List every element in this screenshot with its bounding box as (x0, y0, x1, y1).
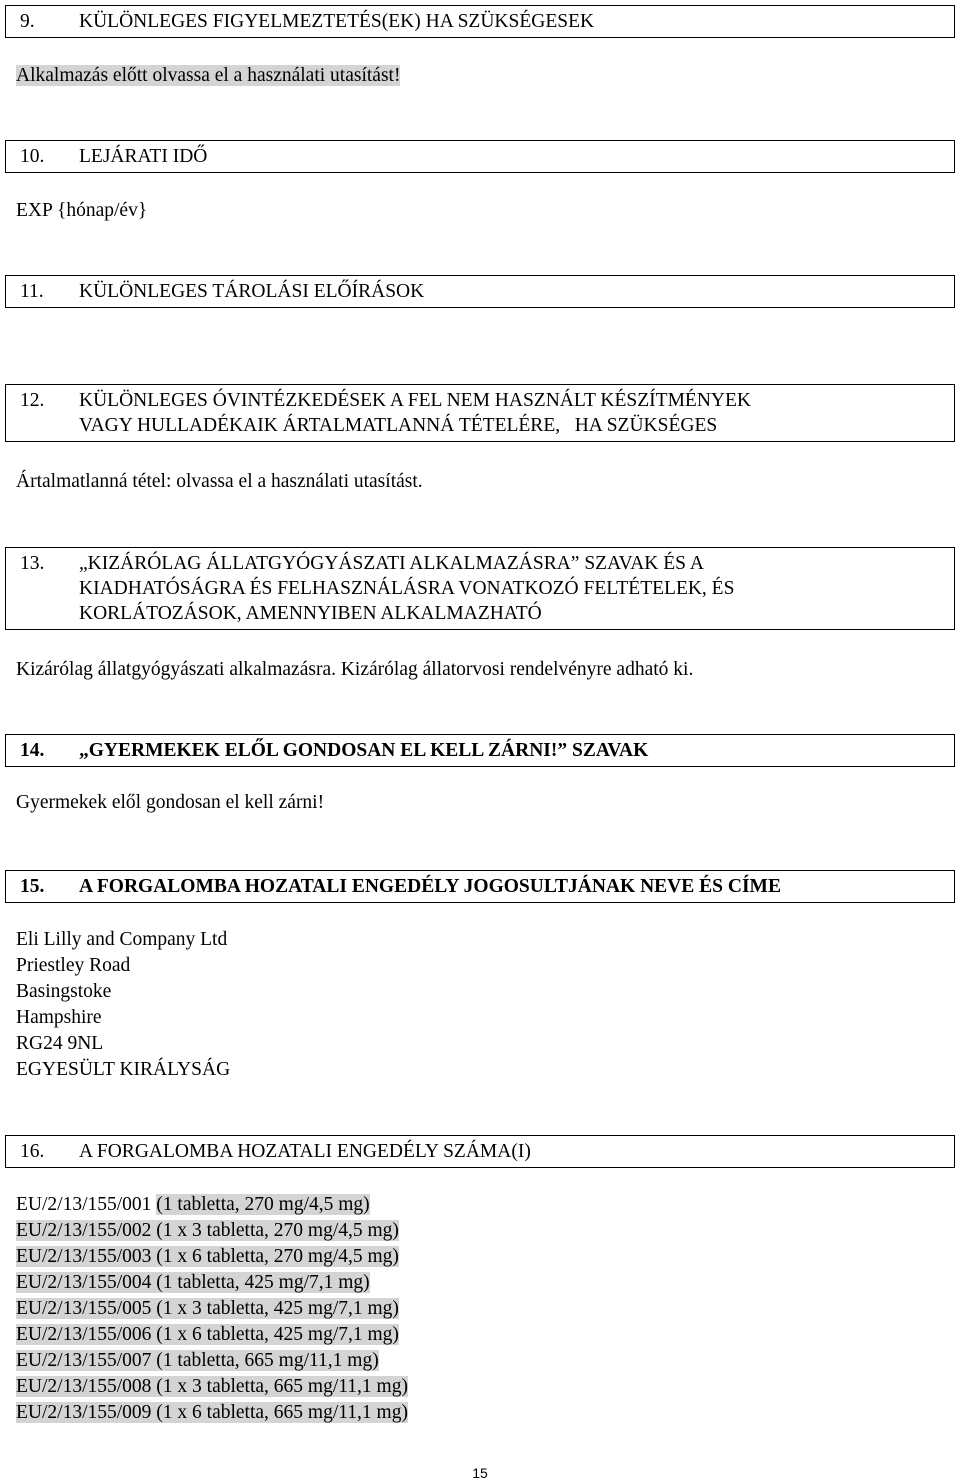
section-10-header (5, 140, 955, 173)
section-13-title-line: „KIZÁRÓLAG ÁLLATGYÓGYÁSZATI ALKALMAZÁSRA” SZAVAK ÉS A (79, 553, 704, 574)
section-9-header (5, 5, 955, 38)
section-15-header (5, 870, 955, 903)
authorisation-number (16, 1244, 408, 1270)
section-10-title: LEJÁRATI IDŐ (79, 146, 208, 167)
authorisation-number-text: EU/2/13/155/002 (1 x 3 tabletta, 270 mg/4,5 mg) (16, 1220, 399, 1241)
authorisation-number (16, 1374, 408, 1400)
section-16-header (5, 1135, 955, 1168)
authorisation-number (16, 1192, 408, 1218)
address-line: Hampshire (16, 1007, 102, 1028)
section-13-title-line: KORLÁTOZÁSOK, AMENNYIBEN ALKALMAZHATÓ (79, 603, 542, 624)
section-10-number: 10. (20, 146, 45, 167)
authorisation-number-text: EU/2/13/155/009 (1 x 6 tabletta, 665 mg/11,1 mg) (16, 1402, 408, 1423)
authorisation-detail: (1 tabletta, 270 mg/4,5 mg) (156, 1194, 370, 1215)
section-14-header (5, 734, 955, 767)
section-15-address (16, 927, 230, 1083)
address-line: Eli Lilly and Company Ltd (16, 929, 228, 950)
section-13-text: Kizárólag állatgyógyászati alkalmazásra. Kizárólag állatorvosi rendelvényre adható ki. (16, 659, 694, 680)
address-line: EGYESÜLT KIRÁLYSÁG (16, 1059, 231, 1080)
section-13-number: 13. (20, 553, 45, 574)
section-14-text: Gyermekek elől gondosan el kell zárni! (16, 792, 325, 813)
section-13-title (79, 551, 954, 626)
section-15-number: 15. (20, 876, 45, 897)
section-14-number: 14. (20, 740, 45, 761)
authorisation-number (16, 1270, 408, 1296)
section-16-number: 16. (20, 1141, 45, 1162)
section-9-number: 9. (20, 11, 35, 32)
section-13-header (5, 547, 955, 630)
authorisation-code: EU/2/13/155/001 (16, 1194, 157, 1215)
authorisation-number (16, 1218, 408, 1244)
authorisation-number (16, 1400, 408, 1426)
authorisation-number (16, 1322, 408, 1348)
section-12-title-line: VAGY HULLADÉKAIK ÁRTALMATLANNÁ TÉTELÉRE, HA SZÜKSÉGES (79, 415, 718, 436)
section-12-text: Ártalmatlanná tétel: olvassa el a használati utasítást. (16, 471, 423, 492)
section-13-title-line: KIADHATÓSÁGRA ÉS FELHASZNÁLÁSRA VONATKOZÓ FELTÉTELEK, ÉS (79, 578, 735, 599)
section-15-title: A FORGALOMBA HOZATALI ENGEDÉLY JOGOSULTJÁNAK NEVE ÉS CÍME (79, 876, 781, 897)
authorisation-number-text: EU/2/13/155/006 (1 x 6 tabletta, 425 mg/7,1 mg) (16, 1324, 399, 1345)
section-12-title (79, 388, 954, 438)
section-11-title: KÜLÖNLEGES TÁROLÁSI ELŐÍRÁSOK (79, 281, 425, 302)
section-10-text: EXP {hónap/év} (16, 200, 148, 221)
section-16-title: A FORGALOMBA HOZATALI ENGEDÉLY SZÁMA(I) (79, 1141, 531, 1162)
section-9-text (16, 63, 400, 89)
authorisation-number-text: EU/2/13/155/007 (1 tabletta, 665 mg/11,1 mg) (16, 1350, 379, 1371)
address-line: Basingstoke (16, 981, 112, 1002)
section-14-title: „GYERMEKEK ELŐL GONDOSAN EL KELL ZÁRNI!” SZAVAK (79, 740, 649, 761)
address-line: RG24 9NL (16, 1033, 104, 1054)
authorisation-number-text: EU/2/13/155/008 (1 x 3 tabletta, 665 mg/11,1 mg) (16, 1376, 408, 1397)
section-12-header (5, 384, 955, 442)
address-line: Priestley Road (16, 955, 131, 976)
authorisation-number-text: EU/2/13/155/003 (1 x 6 tabletta, 270 mg/4,5 mg) (16, 1246, 399, 1267)
authorisation-number-text: EU/2/13/155/004 (1 tabletta, 425 mg/7,1 mg) (16, 1272, 370, 1293)
section-12-number: 12. (20, 390, 45, 411)
section-16-numbers (16, 1192, 408, 1426)
section-11-header (5, 275, 955, 308)
section-9-title: KÜLÖNLEGES FIGYELMEZTETÉS(EK) HA SZÜKSÉGESEK (79, 11, 595, 32)
page-number: 15 (472, 1465, 488, 1481)
section-12-title-line: KÜLÖNLEGES ÓVINTÉZKEDÉSEK A FEL NEM HASZNÁLT KÉSZÍTMÉNYEK (79, 390, 751, 411)
section-9-text-highlighted: Alkalmazás előtt olvassa el a használati utasítást! (16, 65, 401, 86)
section-11-number: 11. (20, 281, 44, 302)
authorisation-number (16, 1296, 408, 1322)
authorisation-number (16, 1348, 408, 1374)
authorisation-number-text: EU/2/13/155/005 (1 x 3 tabletta, 425 mg/7,1 mg) (16, 1298, 399, 1319)
